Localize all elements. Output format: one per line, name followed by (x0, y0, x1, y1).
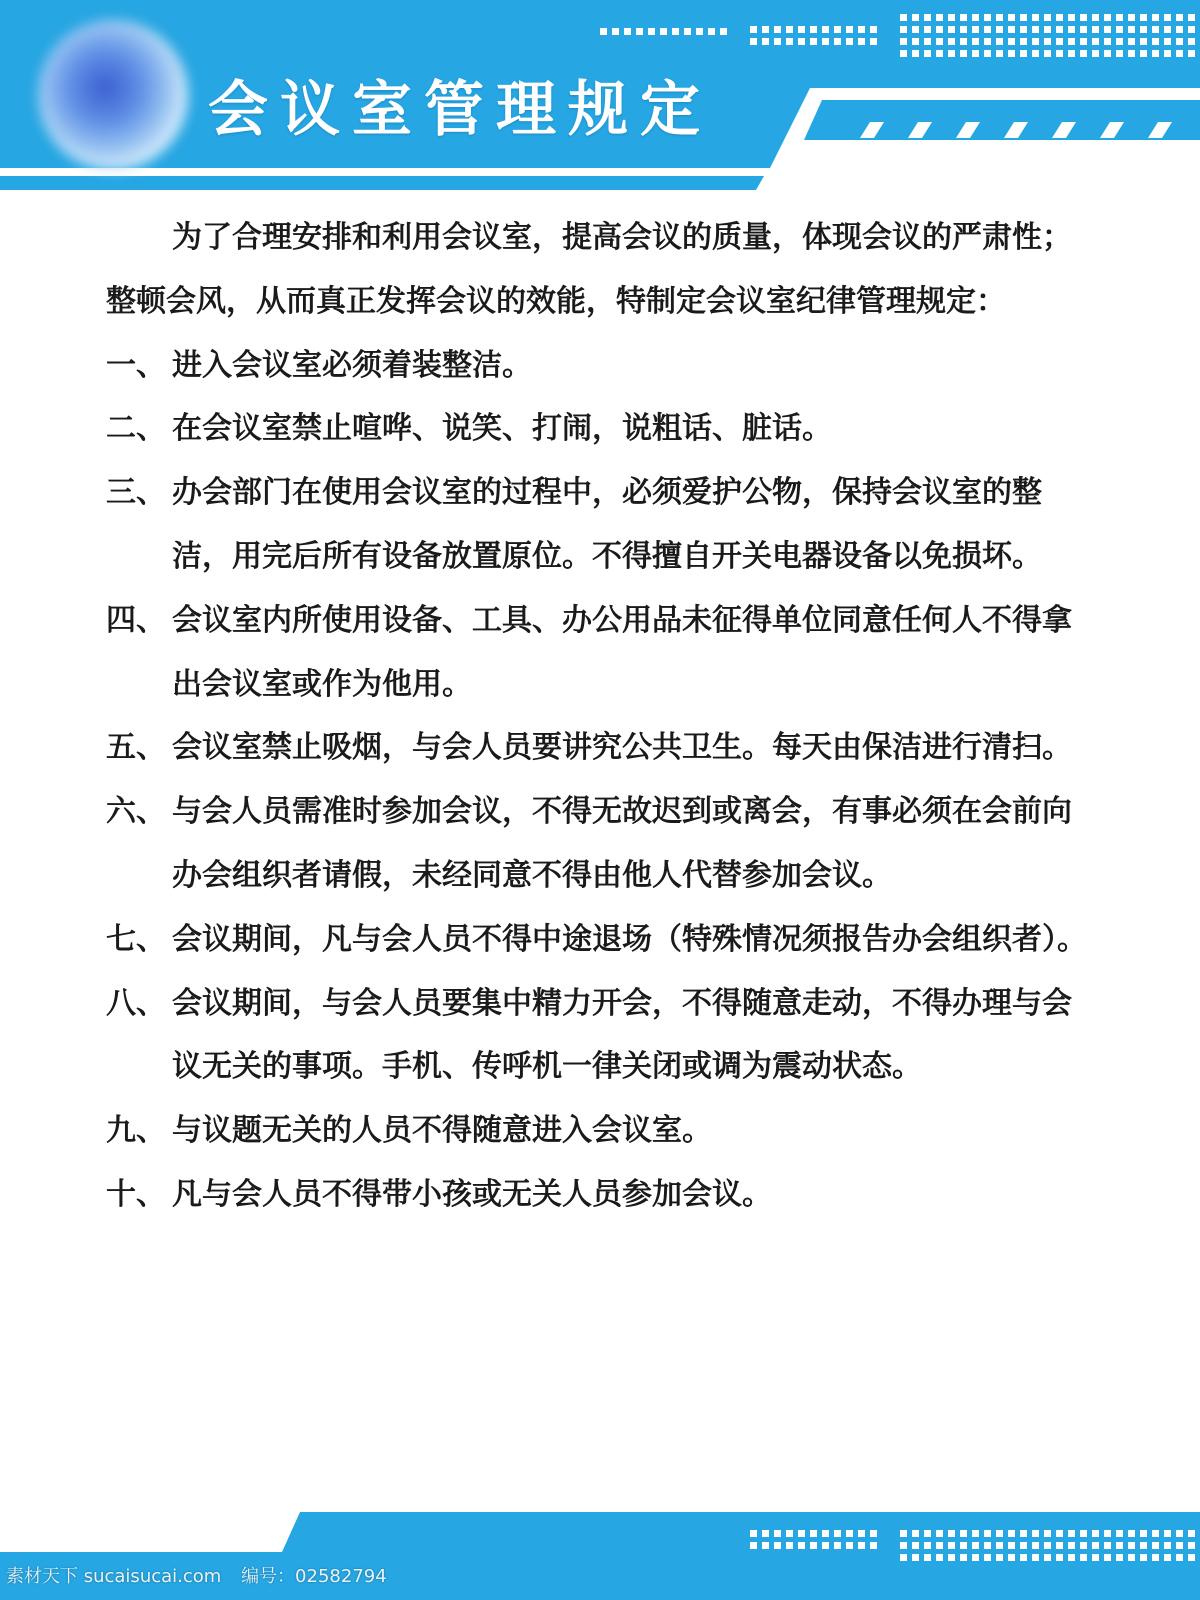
rule-number: 七、 (106, 921, 166, 957)
rule-number: 四、 (106, 602, 166, 638)
header-band (0, 0, 1200, 200)
rule-item (106, 1099, 1096, 1163)
rule-number: 八、 (106, 985, 166, 1021)
rule-text: 与会人员需准时参加会议，不得无故迟到或离会，有事必须在会前向办会组织者请假，未经同意不得由他人代替参加会议。 (172, 794, 1072, 893)
watermark (6, 1562, 401, 1592)
rule-item (106, 1163, 1096, 1227)
rule-number: 一、 (106, 347, 166, 383)
rule-text: 进入会议室必须着装整洁。 (172, 347, 532, 383)
watermark-site: 素材天下 sucaisucai.com (6, 1566, 222, 1587)
rule-item (106, 716, 1096, 780)
rule-number: 二、 (106, 411, 166, 447)
rule-text: 凡与会人员不得带小孩或无关人员参加会议。 (172, 1176, 772, 1212)
rule-item (106, 972, 1096, 1100)
regulation-content (106, 206, 1096, 1227)
rule-text: 会议期间，与会人员要集中精力开会，不得随意走动，不得办理与会议无关的事项。手机、传呼机一律关闭或调为震动状态。 (172, 985, 1072, 1085)
watermark-id: 编号：02582794 (241, 1566, 387, 1587)
rule-item (106, 908, 1096, 972)
rule-text: 在会议室禁止喧哗、说笑、打闹，说粗话、脏话。 (172, 411, 832, 447)
rule-text: 会议室禁止吸烟，与会人员要讲究公共卫生。每天由保洁进行清扫。 (172, 730, 1072, 766)
rule-item (106, 397, 1096, 461)
rule-text: 会议期间，凡与会人员不得中途退场（特殊情况须报告办会组织者）。 (172, 921, 1087, 957)
blurred-logo-icon (38, 20, 188, 170)
rule-number: 三、 (106, 475, 166, 511)
rule-number: 六、 (106, 794, 166, 830)
intro-paragraph: 为了合理安排和利用会议室，提高会议的质量，体现会议的严肃性；整顿会风，从而真正发挥会议的效能，特制定会议室纪律管理规定： (106, 220, 1072, 319)
rule-text: 会议室内所使用设备、工具、办公用品未征得单位同意任何人不得拿出会议室或作为他用。 (172, 602, 1072, 702)
rule-item (106, 589, 1096, 717)
rule-item (106, 461, 1096, 589)
rule-number: 五、 (106, 730, 166, 766)
rule-item (106, 334, 1096, 398)
page-title: 会议室管理规定 (208, 75, 712, 145)
rule-item (106, 780, 1096, 908)
rule-text: 办会部门在使用会议室的过程中，必须爱护公物，保持会议室的整洁，用完后所有设备放置原位。不得擅自开关电器设备以免损坏。 (172, 475, 1042, 574)
rule-text: 与议题无关的人员不得随意进入会议室。 (172, 1113, 712, 1149)
rule-number: 十、 (106, 1176, 166, 1212)
rule-number: 九、 (106, 1113, 166, 1149)
